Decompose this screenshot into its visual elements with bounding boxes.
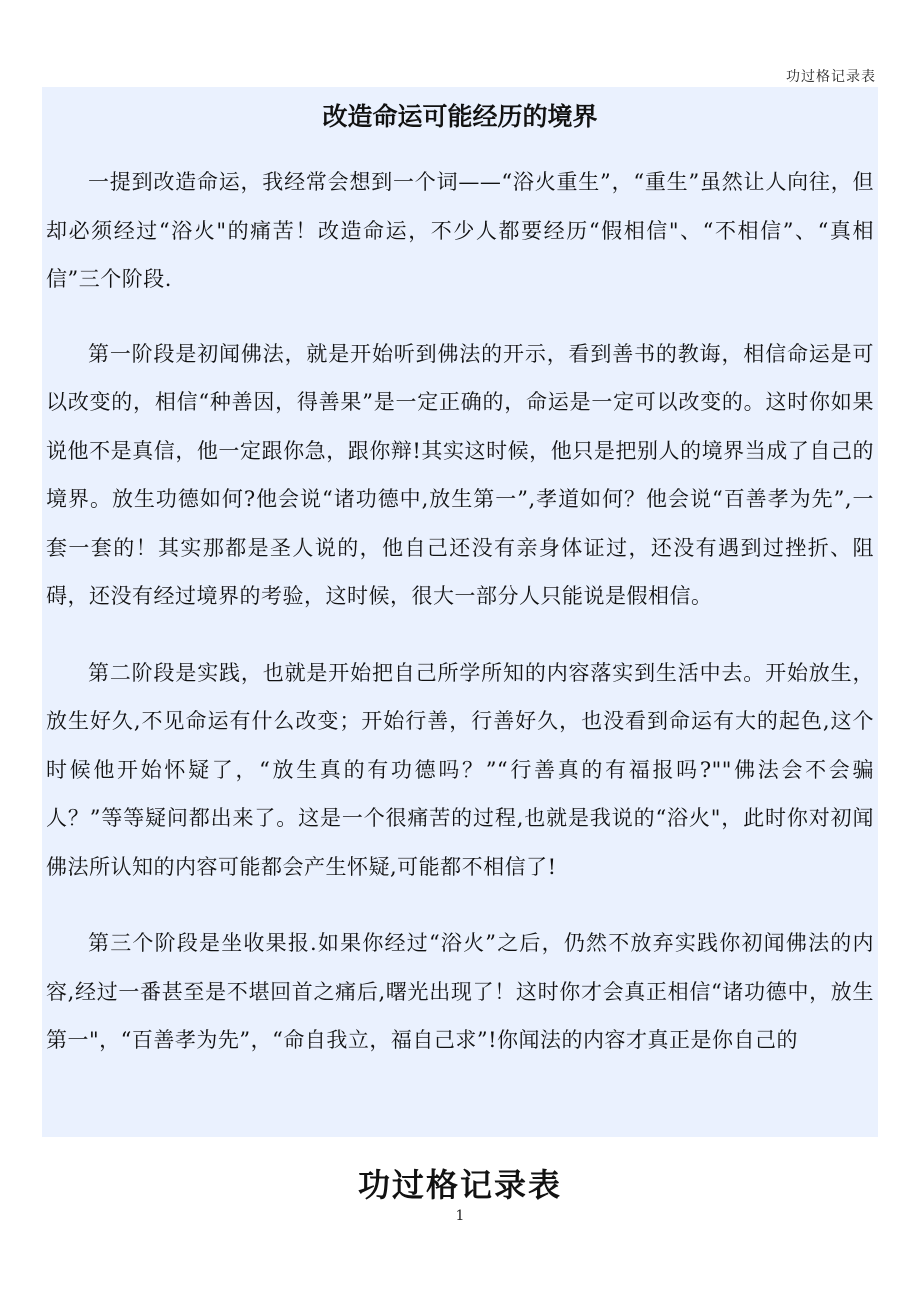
paragraph-stage-one: 第一阶段是初闻佛法，就是开始听到佛法的开示，看到善书的教诲，相信命运是可以改变的，相信“种善因，得善果”是一定正确的，命运是一定可以改变的。这时你如果说他不是真信，他一定跟你急，跟你辩!其实这时候，他只是把别人的境界当成了自己的境界。放生功德如何?他会说“诸功德中,放生第一”,孝道如何？他会说“百善孝为先”,一套一套的！其实那都是圣人说的，他自己还没有亲身体证过，还没有遇到过挫折、阻碍，还没有经过境界的考验，这时候，很大一部分人只能说是假相信。 [46, 341, 874, 608]
running-header: 功过格记录表 [786, 69, 876, 85]
paragraph-stage-two: 第二阶段是实践，也就是开始把自己所学所知的内容落实到生活中去。开始放生，放生好久,不见命运有什么改变；开始行善，行善好久，也没看到命运有大的起色,这个时候他开始怀疑了，“放生真的有功德吗？”“行善真的有福报吗?""佛法会不会骗人？”等等疑问都出来了。这是一个很痛苦的过程,也就是我说的“浴火"，此时你对初闻佛法所认知的内容可能都会产生怀疑,可能都不相信了! [46, 660, 874, 879]
article-highlight-block [42, 87, 878, 1137]
page-number: 1 [455, 1208, 465, 1224]
section-title: 功过格记录表 [357, 1166, 562, 1204]
paragraph-intro: 一提到改造命运，我经常会想到一个词——“浴火重生”，“重生”虽然让人向往，但却必须经过“浴火"的痛苦！改造命运，不少人都要经历“假相信"、“不相信”、“真相信”三个阶段. [46, 170, 874, 291]
paragraph-stage-three: 第三个阶段是坐收果报.如果你经过“浴火”之后，仍然不放弃实践你初闻佛法的内容,经过一番甚至是不堪回首之痛后,曙光出现了！这时你才会真正相信“诸功德中，放生第一"，“百善孝为先”，“命自我立，福自己求”!你闻法的内容才真正是你自己的 [46, 931, 874, 1052]
article-title: 改造命运可能经历的境界 [322, 102, 598, 131]
